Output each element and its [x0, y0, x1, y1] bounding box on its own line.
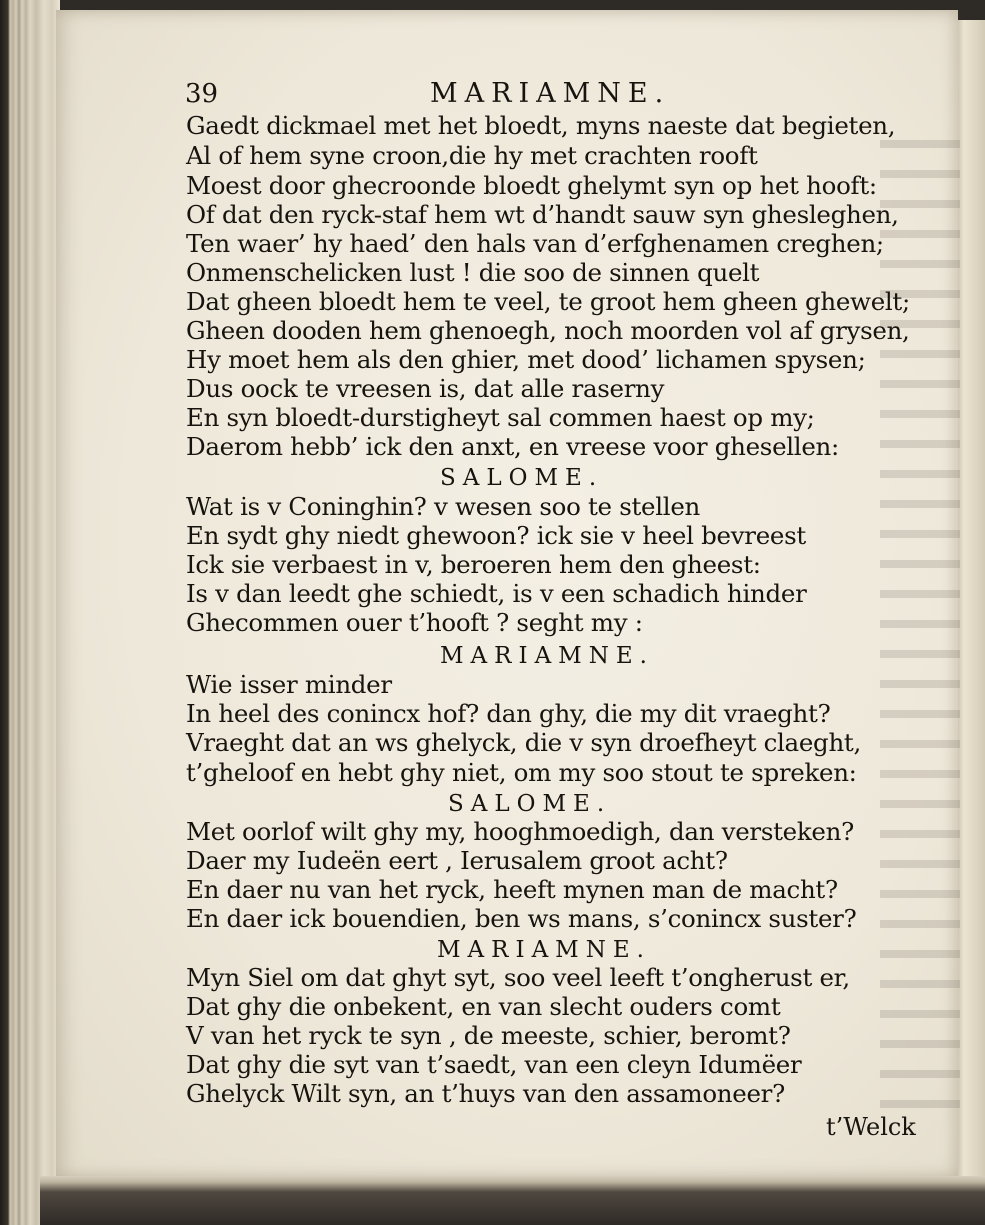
verse-line: Wat is v Coninghin? v wesen soo te stellen: [186, 492, 701, 521]
verse-line: Dat ghy die syt van t’saedt, van een cleyn Idumëer: [186, 1050, 802, 1079]
verse-line: Moest door ghecroonde bloedt ghelymt syn op het hooft:: [186, 171, 877, 200]
speaker-heading: MARIAMNE.: [440, 643, 654, 669]
speaker-heading: SALOME.: [440, 465, 604, 491]
verse-line: In heel des conincx hof? dan ghy, die my dit vraeght?: [186, 699, 831, 728]
verse-line: En sydt ghy niedt ghewoon? ick sie v heel bevreest: [186, 521, 806, 550]
catchword: t’Welck: [826, 1113, 916, 1141]
verse-line: Dus oock te vreesen is, dat alle raserny: [186, 374, 665, 403]
verse-line: Daer my Iudeën eert , Ierusalem groot acht?: [186, 846, 728, 875]
verse-line: Ick sie verbaest in v, beroeren hem den gheest:: [186, 550, 761, 579]
verse-line: Ghecommen ouer t’hooft ? seght my :: [186, 608, 643, 637]
verse-line: Ten waer’ hy haed’ den hals van d’erfghenamen creghen;: [186, 229, 884, 258]
verse-line: Daerom hebb’ ick den anxt, en vreese voor ghesellen:: [186, 432, 839, 461]
running-title: MARIAMNE.: [430, 78, 671, 109]
verse-line: Al of hem syne croon,die hy met crachten rooft: [186, 141, 758, 170]
speaker-heading: MARIAMNE.: [437, 937, 651, 963]
speaker-heading: SALOME.: [448, 791, 612, 817]
verse-line: Wie isser minder: [186, 670, 392, 699]
verse-line: En syn bloedt-durstigheyt sal commen haest op my;: [186, 403, 815, 432]
verse-line: Dat gheen bloedt hem te veel, te groot hem gheen ghewelt;: [186, 287, 910, 316]
verse-line: Ghelyck Wilt syn, an t’huys van den assamoneer?: [186, 1079, 785, 1108]
verse-line: Onmenschelicken lust ! die soo de sinnen quelt: [186, 258, 760, 287]
verse-line: Met oorlof wilt ghy my, hooghmoedigh, dan versteken?: [186, 817, 854, 846]
verse-line: Hy moet hem als den ghier, met dood’ lichamen spysen;: [186, 345, 866, 374]
verse-line: Of dat den ryck-staf hem wt d’handt sauw syn ghesleghen,: [186, 200, 899, 229]
page-header: [185, 76, 825, 116]
verse-line: V van het ryck te syn , de meeste, schier, beromt?: [186, 1021, 791, 1050]
verse-line: Is v dan leedt ghe schiedt, is v een schadich hinder: [186, 579, 807, 608]
verse-line: En daer nu van het ryck, heeft mynen man de macht?: [186, 875, 838, 904]
verse-line: Gaedt dickmael met het bloedt, myns naeste dat begieten,: [186, 111, 896, 140]
page-number: 39: [185, 79, 219, 109]
verse-line: t’gheloof en hebt ghy niet, om my soo stout te spreken:: [186, 758, 857, 787]
verse-line: Dat ghy die onbekent, en van slecht ouders comt: [186, 992, 781, 1021]
verse-line: Gheen dooden hem ghenoegh, noch moorden vol af grysen,: [186, 316, 910, 345]
verse-line: Vraeght dat an ws ghelyck, die v syn droefheyt claeght,: [186, 728, 861, 757]
verse-line: En daer ick bouendien, ben ws mans, s’conincx suster?: [186, 904, 857, 933]
verse-line: Myn Siel om dat ghyt syt, soo veel leeft t’ongherust er,: [186, 963, 850, 992]
